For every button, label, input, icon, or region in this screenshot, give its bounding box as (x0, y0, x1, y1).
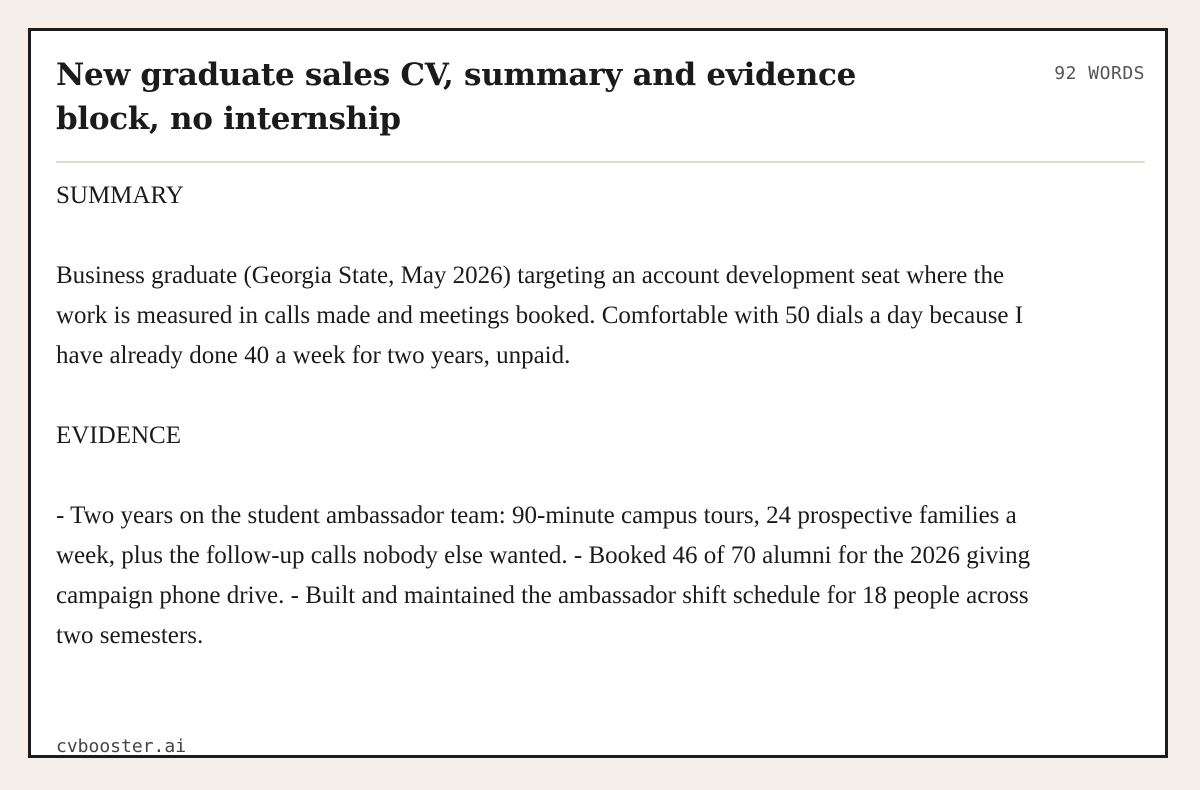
card-header (56, 53, 1145, 163)
header-divider (56, 161, 1145, 163)
evidence-heading: EVIDENCE (56, 422, 181, 449)
word-count-badge: 92 WORDS (1054, 63, 1145, 84)
summary-heading: SUMMARY (56, 182, 184, 209)
evidence-text: - Two years on the student ambassador team: 90-minute campus tours, 24 prospective families a week, plus the follow-up calls nobody else wanted. - Booked 46 of 70 alumni for the 2026 giving campaign phone drive. - Built and maintained the ambassador shift schedule for 18 people across two semesters. (56, 502, 1031, 649)
summary-text: Business graduate (Georgia State, May 2026) targeting an account development seat where the work is measured in calls made and meetings booked. Comfortable with 50 dials a day because I have already done 40 a week for two years, unpaid. (56, 262, 1024, 369)
cv-content (56, 176, 1046, 696)
footer-brand: cvbooster.ai (56, 736, 187, 757)
card-title: New graduate sales CV, summary and evidence block, no internship (56, 57, 857, 137)
cv-card (28, 28, 1168, 758)
